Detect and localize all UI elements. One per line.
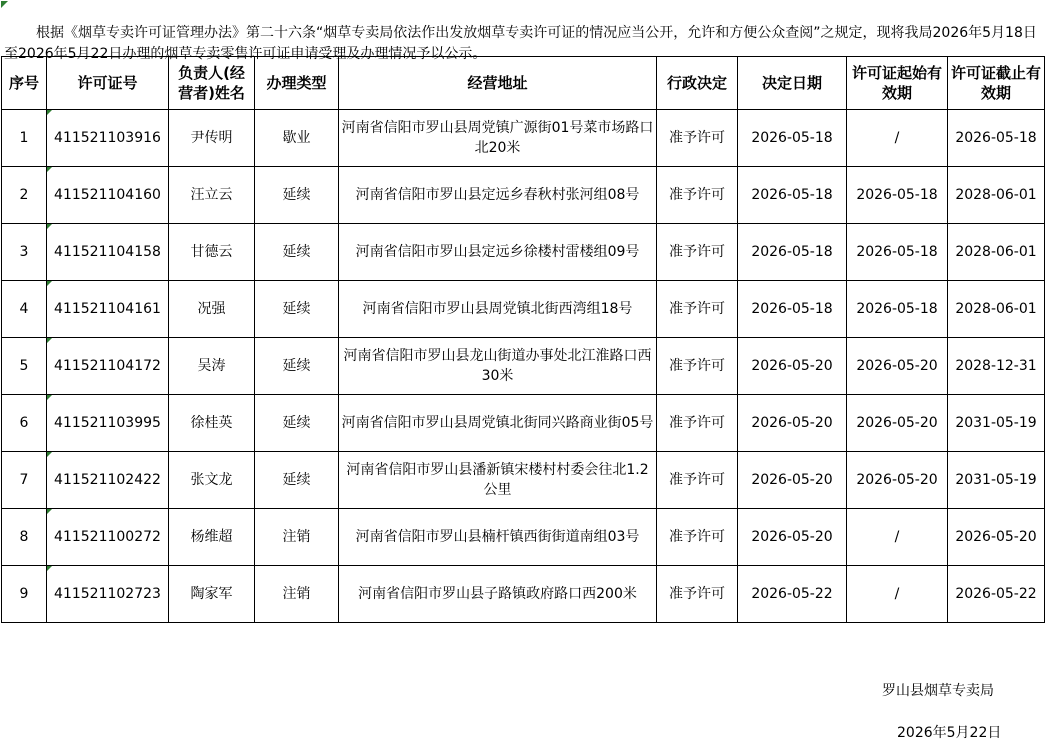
- cell-decision: 准予许可: [657, 110, 738, 167]
- cell-type: 注销: [255, 566, 339, 623]
- cell-type: 注销: [255, 509, 339, 566]
- cell-address: 河南省信阳市罗山县子路镇政府路口西200米: [339, 566, 657, 623]
- cell-index: 9: [2, 566, 47, 623]
- cell-address: 河南省信阳市罗山县周党镇广源街01号菜市场路口北20米: [339, 110, 657, 167]
- header-owner-name: 负责人(经营者)姓名: [169, 57, 255, 110]
- cell-valid-to: 2031-05-19: [948, 395, 1045, 452]
- header-valid-to: 许可证截止有效期: [948, 57, 1045, 110]
- cell-decision-date: 2026-05-20: [738, 338, 847, 395]
- cell-decision-date: 2026-05-22: [738, 566, 847, 623]
- table-row: [2, 509, 1045, 566]
- cell-valid-to: 2026-05-18: [948, 110, 1045, 167]
- cell-decision-date: 2026-05-18: [738, 224, 847, 281]
- cell-permit-number: 411521102723: [47, 566, 169, 623]
- table-row: [2, 167, 1045, 224]
- header-index: 序号: [2, 57, 47, 110]
- table-row: [2, 395, 1045, 452]
- cell-index: 1: [2, 110, 47, 167]
- cell-address: 河南省信阳市罗山县龙山街道办事处北江淮路口西30米: [339, 338, 657, 395]
- header-address: 经营地址: [339, 57, 657, 110]
- cell-valid-to: 2031-05-19: [948, 452, 1045, 509]
- cell-index: 8: [2, 509, 47, 566]
- cell-valid-to: 2026-05-22: [948, 566, 1045, 623]
- cell-type: 延续: [255, 167, 339, 224]
- cell-index: 6: [2, 395, 47, 452]
- cell-decision: 准予许可: [657, 338, 738, 395]
- cell-type: 歇业: [255, 110, 339, 167]
- cell-permit-number: 411521100272: [47, 509, 169, 566]
- cell-decision-date: 2026-05-20: [738, 395, 847, 452]
- header-type: 办理类型: [255, 57, 339, 110]
- cell-decision: 准予许可: [657, 395, 738, 452]
- cell-index: 5: [2, 338, 47, 395]
- cell-permit-number: 411521104172: [47, 338, 169, 395]
- cell-decision-date: 2026-05-18: [738, 110, 847, 167]
- cell-type: 延续: [255, 224, 339, 281]
- cell-corner-marker: [1, 1, 8, 8]
- notice-intro: 根据《烟草专卖许可证管理办法》第二十六条“烟草专卖局依法作出发放烟草专卖许可证的情况应当公开，允许和方便公众查阅”之规定，现将我局2026年5月18日至2026年5月22日办理的烟草专卖零售许可证申请受理及办理情况予以公示。: [4, 25, 1037, 62]
- cell-decision: 准予许可: [657, 167, 738, 224]
- cell-decision: 准予许可: [657, 452, 738, 509]
- cell-type: 延续: [255, 452, 339, 509]
- cell-address: 河南省信阳市罗山县周党镇北街同兴路商业街05号: [339, 395, 657, 452]
- cell-index: 3: [2, 224, 47, 281]
- cell-valid-to: 2028-06-01: [948, 281, 1045, 338]
- header-decision-date: 决定日期: [738, 57, 847, 110]
- cell-type: 延续: [255, 338, 339, 395]
- cell-owner-name: 张文龙: [169, 452, 255, 509]
- cell-decision: 准予许可: [657, 281, 738, 338]
- cell-valid-from: 2026-05-20: [847, 338, 948, 395]
- cell-address: 河南省信阳市罗山县楠杆镇西街街道南组03号: [339, 509, 657, 566]
- cell-owner-name: 陶家军: [169, 566, 255, 623]
- cell-decision: 准予许可: [657, 566, 738, 623]
- cell-valid-from: 2026-05-18: [847, 281, 948, 338]
- cell-valid-to: 2026-05-20: [948, 509, 1045, 566]
- cell-decision-date: 2026-05-18: [738, 281, 847, 338]
- cell-owner-name: 尹传明: [169, 110, 255, 167]
- cell-valid-from: 2026-05-20: [847, 452, 948, 509]
- header-valid-from: 许可证起始有效期: [847, 57, 948, 110]
- cell-address: 河南省信阳市罗山县定远乡春秋村张河组08号: [339, 167, 657, 224]
- cell-decision: 准予许可: [657, 509, 738, 566]
- cell-decision-date: 2026-05-20: [738, 452, 847, 509]
- cell-valid-to: 2028-12-31: [948, 338, 1045, 395]
- cell-valid-from: /: [847, 110, 948, 167]
- cell-valid-to: 2028-06-01: [948, 167, 1045, 224]
- cell-owner-name: 吴涛: [169, 338, 255, 395]
- cell-valid-to: 2028-06-01: [948, 224, 1045, 281]
- cell-index: 2: [2, 167, 47, 224]
- cell-valid-from: 2026-05-18: [847, 224, 948, 281]
- cell-index: 7: [2, 452, 47, 509]
- cell-permit-number: 411521103995: [47, 395, 169, 452]
- cell-index: 4: [2, 281, 47, 338]
- cell-owner-name: 杨维超: [169, 509, 255, 566]
- cell-valid-from: /: [847, 509, 948, 566]
- cell-owner-name: 徐桂英: [169, 395, 255, 452]
- table-row: [2, 566, 1045, 623]
- cell-owner-name: 况强: [169, 281, 255, 338]
- cell-address: 河南省信阳市罗山县潘新镇宋楼村村委会往北1.2公里: [339, 452, 657, 509]
- cell-decision: 准予许可: [657, 224, 738, 281]
- table-header-row: [2, 57, 1045, 110]
- table-row: [2, 110, 1045, 167]
- cell-valid-from: /: [847, 566, 948, 623]
- cell-permit-number: 411521104161: [47, 281, 169, 338]
- cell-permit-number: 411521102422: [47, 452, 169, 509]
- header-decision: 行政决定: [657, 57, 738, 110]
- table-row: [2, 281, 1045, 338]
- table-row: [2, 338, 1045, 395]
- header-permit-number: 许可证号: [47, 57, 169, 110]
- permit-table: [1, 56, 1045, 623]
- cell-decision-date: 2026-05-20: [738, 509, 847, 566]
- cell-permit-number: 411521103916: [47, 110, 169, 167]
- cell-valid-from: 2026-05-20: [847, 395, 948, 452]
- cell-permit-number: 411521104158: [47, 224, 169, 281]
- cell-address: 河南省信阳市罗山县定远乡徐楼村雷楼组09号: [339, 224, 657, 281]
- table-row: [2, 452, 1045, 509]
- cell-type: 延续: [255, 395, 339, 452]
- cell-permit-number: 411521104160: [47, 167, 169, 224]
- cell-address: 河南省信阳市罗山县周党镇北街西湾组18号: [339, 281, 657, 338]
- cell-decision-date: 2026-05-18: [738, 167, 847, 224]
- issuing-authority: 罗山县烟草专卖局: [882, 683, 994, 699]
- cell-owner-name: 甘德云: [169, 224, 255, 281]
- table-row: [2, 224, 1045, 281]
- cell-owner-name: 汪立云: [169, 167, 255, 224]
- notice-date: 2026年5月22日: [897, 725, 1002, 741]
- cell-type: 延续: [255, 281, 339, 338]
- cell-valid-from: 2026-05-18: [847, 167, 948, 224]
